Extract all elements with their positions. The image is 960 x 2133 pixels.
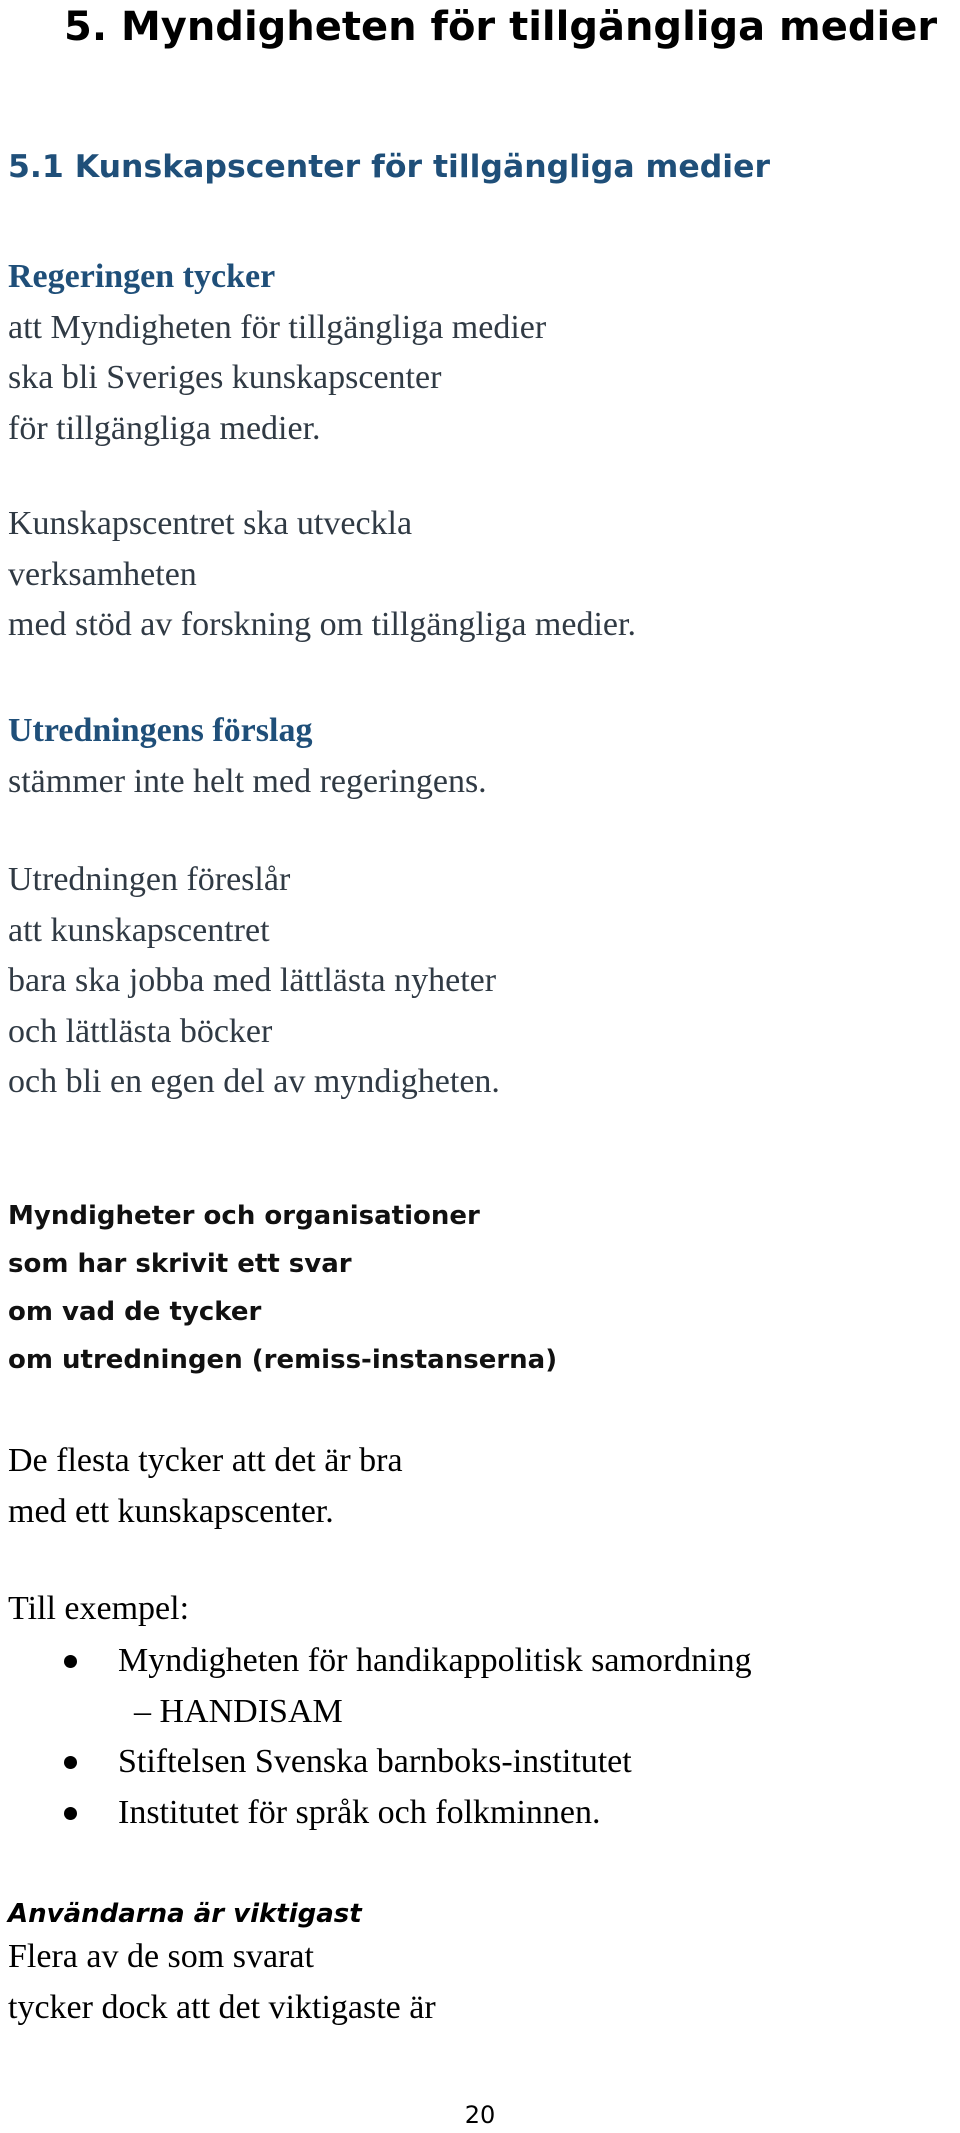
remiss-heading — [8, 1192, 557, 1384]
heading-line: som har skrivit ett svar — [8, 1249, 352, 1279]
users-heading: Användarna är viktigast — [8, 1899, 362, 1929]
paragraph-line: ska bli Sveriges kunskapscenter — [8, 359, 442, 396]
list-item — [0, 1737, 752, 1788]
examples-intro: Till exempel: — [8, 1590, 190, 1627]
paragraph-line: och bli en egen del av myndigheten. — [8, 1063, 500, 1100]
inquiry-proposal-heading: Utredningens förslag — [8, 712, 313, 749]
paragraph-line: Utredningen föreslår — [8, 861, 291, 898]
paragraph-line: De flesta tycker att det är bra — [8, 1442, 403, 1479]
paragraph-line: tycker dock att det viktigaste är — [8, 1988, 436, 2026]
chapter-title: 5. Myndigheten för tillgängliga medier — [64, 4, 938, 50]
bullet-icon — [64, 1756, 77, 1769]
bullet-icon — [64, 1655, 77, 1668]
paragraph-line: för tillgängliga medier. — [8, 409, 321, 447]
government-view-paragraph — [8, 252, 546, 454]
paragraph-line: bara ska jobba med lättlästa nyheter — [8, 962, 497, 999]
bullet-icon — [64, 1807, 77, 1820]
inquiry-proposal-paragraph — [8, 706, 487, 807]
paragraph-line: att Myndigheten för tillgängliga medier — [8, 308, 547, 346]
list-item-line: Institutet för språk och folkminnen. — [118, 1793, 601, 1831]
list-item-line: – HANDISAM — [134, 1692, 343, 1730]
paragraph-line: stämmer inte helt med regeringens. — [8, 762, 487, 800]
paragraph-line: Kunskapscentret ska utveckla — [8, 505, 413, 542]
list-item — [0, 1788, 752, 1839]
paragraph-line: med stöd av forskning om tillgängliga medier. — [8, 606, 636, 643]
heading-line: om utredningen (remiss-instanserna) — [8, 1345, 558, 1375]
list-item-line: Myndigheten för handikappolitisk samordning — [118, 1642, 752, 1679]
paragraph-line: med ett kunskapscenter. — [8, 1492, 334, 1530]
heading-line: Myndigheter och organisationer — [8, 1201, 480, 1231]
list-item — [0, 1636, 752, 1737]
section-title: 5.1 Kunskapscenter för tillgängliga medier — [8, 149, 770, 185]
list-item-line: Stiftelsen Svenska barnboks-institutet — [118, 1743, 632, 1780]
paragraph-line: Flera av de som svarat — [8, 1938, 314, 1975]
examples-list — [0, 1636, 752, 1838]
heading-line: om vad de tycker — [8, 1297, 262, 1327]
paragraph-line: och lättlästa böcker — [8, 1012, 273, 1050]
paragraph-line: att kunskapscentret — [8, 911, 270, 949]
government-view-heading: Regeringen tycker — [8, 258, 276, 295]
users-paragraph — [8, 1932, 436, 2033]
majority-paragraph — [8, 1436, 403, 1537]
knowledge-centre-paragraph — [8, 499, 636, 651]
inquiry-paragraph — [8, 855, 500, 1108]
page-number: 20 — [464, 2101, 496, 2129]
paragraph-line: verksamheten — [8, 555, 197, 593]
